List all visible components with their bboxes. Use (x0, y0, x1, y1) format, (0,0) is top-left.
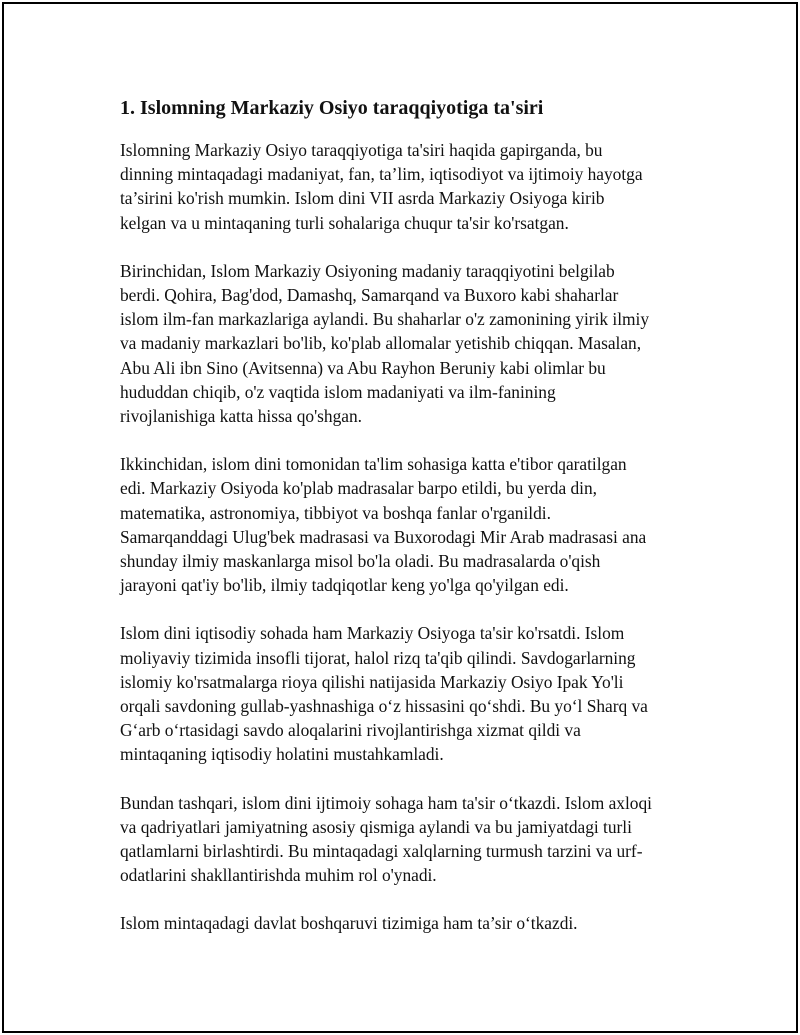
text-line: islomiy ko'rsatmalarga rioya qilishi natijasida Markaziy Osiyo Ipak Yo'li (120, 671, 624, 692)
text-line: G‘arb o‘rtasidagi savdo aloqalarini rivojlantirishga xizmat qildi va (120, 720, 581, 741)
text-line: shunday ilmiy maskanlarga misol bo'la oladi. Bu madrasalarda o'qish (120, 551, 601, 572)
text-line: edi. Markaziy Osiyoda ko'plab madrasalar barpo etildi, bu yerda din, (120, 478, 597, 499)
text-line: qatlamlarni birlashtirdi. Bu mintaqadagi xalqlarning turmush tarzini va urf- (120, 841, 643, 862)
paragraph (120, 452, 680, 597)
text-line: mintaqaning iqtisodiy holatini mustahkamladi. (120, 744, 444, 765)
text-line: moliyaviy tizimida insofli tijorat, halol rizq ta'qib qilindi. Savdogarlarning (120, 647, 636, 668)
text-line: rivojlanishiga katta hissa qo'shgan. (120, 406, 362, 427)
text-line: ta’sirini ko'rish mumkin. Islom dini VII asrda Markaziy Osiyoga kirib (120, 188, 605, 209)
text-line: Islom dini iqtisodiy sohada ham Markaziy Osiyoga ta'sir ko'rsatdi. Islom (120, 623, 625, 644)
text-line: orqali savdoning gullab-yashnashiga o‘z hissasini qo‘shdi. Bu yo‘l Sharq va (120, 696, 648, 717)
text-line: jarayoni qat'iy bo'lib, ilmiy tadqiqotlar keng yo'lga qo'yilgan edi. (120, 575, 569, 596)
text-line: odatlarini shakllantirishda muhim rol o'ynadi. (120, 865, 437, 886)
text-line: islom ilm-fan markazlariga aylandi. Bu shaharlar o'z zamonining yirik ilmiy (120, 309, 650, 330)
text-line: kelgan va u mintaqaning turli sohalariga chuqur ta'sir ko'rsatgan. (120, 212, 569, 233)
document-page (2, 2, 798, 1033)
text-line: va qadriyatlari jamiyatning asosiy qismiga aylandi va bu jamiyatdagi turli (120, 816, 632, 837)
paragraph (120, 138, 680, 235)
text-line: Birinchidan, Islom Markaziy Osiyoning madaniy taraqqiyotini belgilab (120, 260, 615, 281)
text-line: berdi. Qohira, Bag'dod, Damashq, Samarqand va Buxoro kabi shaharlar (120, 285, 619, 306)
document-body (120, 94, 680, 960)
text-line: Samarqanddagi Ulug'bek madrasasi va Buxorodagi Mir Arab madrasasi ana (120, 526, 647, 547)
text-line: matematika, astronomiya, tibbiyot va boshqa fanlar o'rganildi. (120, 502, 551, 523)
text-line: Islomning Markaziy Osiyo taraqqiyotiga ta'siri haqida gapirganda, bu (120, 140, 603, 160)
paragraph (120, 621, 680, 766)
section-heading: 1. Islomning Markaziy Osiyo taraqqiyotiga ta'siri (120, 97, 544, 119)
text-line: Islom mintaqadagi davlat boshqaruvi tizimiga ham ta’sir o‘tkazdi. (120, 913, 578, 934)
text-line: Abu Ali ibn Sino (Avitsenna) va Abu Rayhon Beruniy kabi olimlar bu (120, 357, 606, 378)
text-line: dinning mintaqadagi madaniyat, fan, ta’lim, iqtisodiyot va ijtimoiy hayotga (120, 164, 643, 185)
text-line: Ikkinchidan, islom dini tomonidan ta'lim sohasiga katta e'tibor qaratilgan (120, 454, 627, 475)
paragraph (120, 911, 680, 935)
paragraph-list (120, 138, 680, 936)
text-line: Bundan tashqari, islom dini ijtimoiy sohaga ham ta'sir o‘tkazdi. Islom axloqi (120, 792, 652, 813)
paragraph (120, 791, 680, 888)
text-line: hududdan chiqib, o'z vaqtida islom madaniyati va ilm-fanining (120, 381, 556, 402)
text-line: va madaniy markazlari bo'lib, ko'plab allomalar yetishib chiqqan. Masalan, (120, 333, 642, 354)
paragraph (120, 259, 680, 428)
